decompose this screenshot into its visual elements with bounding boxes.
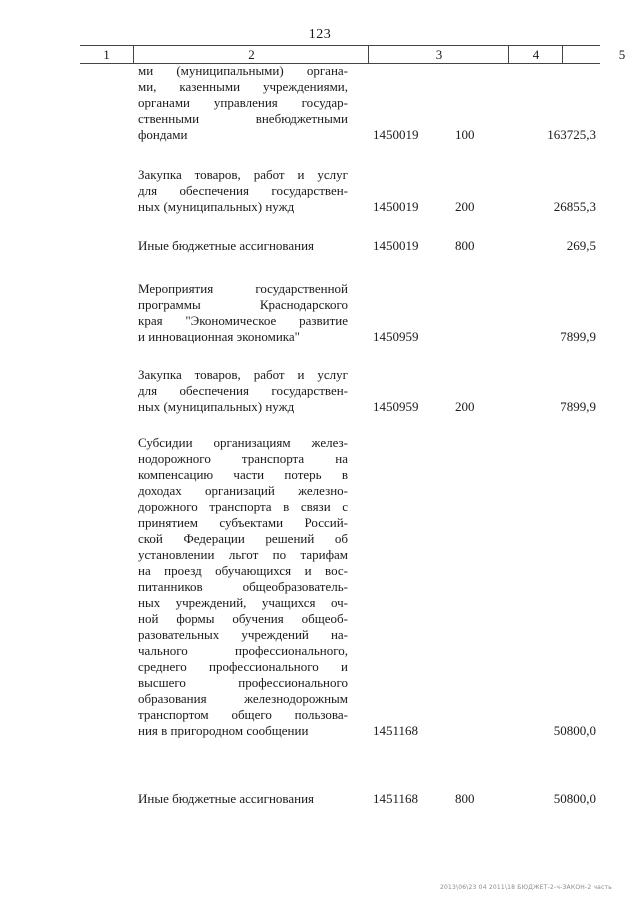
row-type: 800 bbox=[455, 238, 475, 253]
page-number: 123 bbox=[308, 27, 332, 42]
row-amount: 7899,9 bbox=[560, 399, 596, 414]
header-col-3: 3 bbox=[368, 46, 509, 63]
row-type: 800 bbox=[455, 791, 475, 806]
row-description: Субсидии организациям желез- нодорожного транспорта на компенсацию части потерь в доходах организаций железно- дорожного транспорта в связи с принятием субъектами Россий- ской Федерации решений об установлении льгот по тарифам на проезд обучающихся и вос- питанников общеобразователь- ных учреждений, учащихся оч- ной формы обучения общеоб- разовательных учреждений на- чального профессионального, среднего профессионального и высшего профессионального образования железнодорожным транспортом общего пользова- ния в пригородном сообщении bbox=[138, 435, 348, 738]
header-col-2: 2 bbox=[133, 46, 369, 63]
row-type: 200 bbox=[455, 399, 475, 414]
table-header bbox=[80, 45, 626, 64]
row-code: 1450019 bbox=[373, 199, 419, 214]
header-col-5: 5 bbox=[562, 46, 640, 63]
row-code: 1450019 bbox=[373, 238, 419, 253]
row-description: Иные бюджетные ассигнования bbox=[138, 238, 315, 253]
row-type: 200 bbox=[455, 199, 475, 214]
row-amount: 7899,9 bbox=[560, 329, 596, 344]
row-code: 1450959 bbox=[373, 399, 419, 414]
row-description: Мероприятия государственной программы Краснодарского края "Экономическое развитие и инновационная экономика" bbox=[138, 281, 348, 344]
row-amount: 163725,3 bbox=[547, 127, 596, 142]
row-amount: 269,5 bbox=[566, 238, 596, 253]
footer-stamp: 2013\06\23 04 2011\18 БЮДЖЕТ-2-ч-ЗАКОН-2 часть bbox=[439, 884, 612, 891]
row-code: 1451168 bbox=[373, 723, 419, 738]
row-description: Закупка товаров, работ и услуг для обеспечения государствен- ных (муниципальных) нужд bbox=[138, 367, 348, 414]
header-col-1: 1 bbox=[103, 47, 110, 62]
row-code: 1450959 bbox=[373, 329, 419, 344]
row-amount: 50800,0 bbox=[553, 723, 596, 738]
row-description: Закупка товаров, работ и услуг для обеспечения государствен- ных (муниципальных) нужд bbox=[138, 167, 348, 214]
row-type: 100 bbox=[455, 127, 475, 142]
header-col-4: 4 bbox=[508, 46, 563, 63]
row-amount: 26855,3 bbox=[553, 199, 596, 214]
row-amount: 50800,0 bbox=[553, 791, 596, 806]
row-description: ми (муниципальными) органа- ми, казенными учреждениями, органами управления государ- ственными внебюджетными фондами bbox=[138, 63, 348, 142]
row-code: 1450019 bbox=[373, 127, 419, 142]
row-description: Иные бюджетные ассигнования bbox=[138, 791, 315, 806]
row-code: 1451168 bbox=[373, 791, 419, 806]
